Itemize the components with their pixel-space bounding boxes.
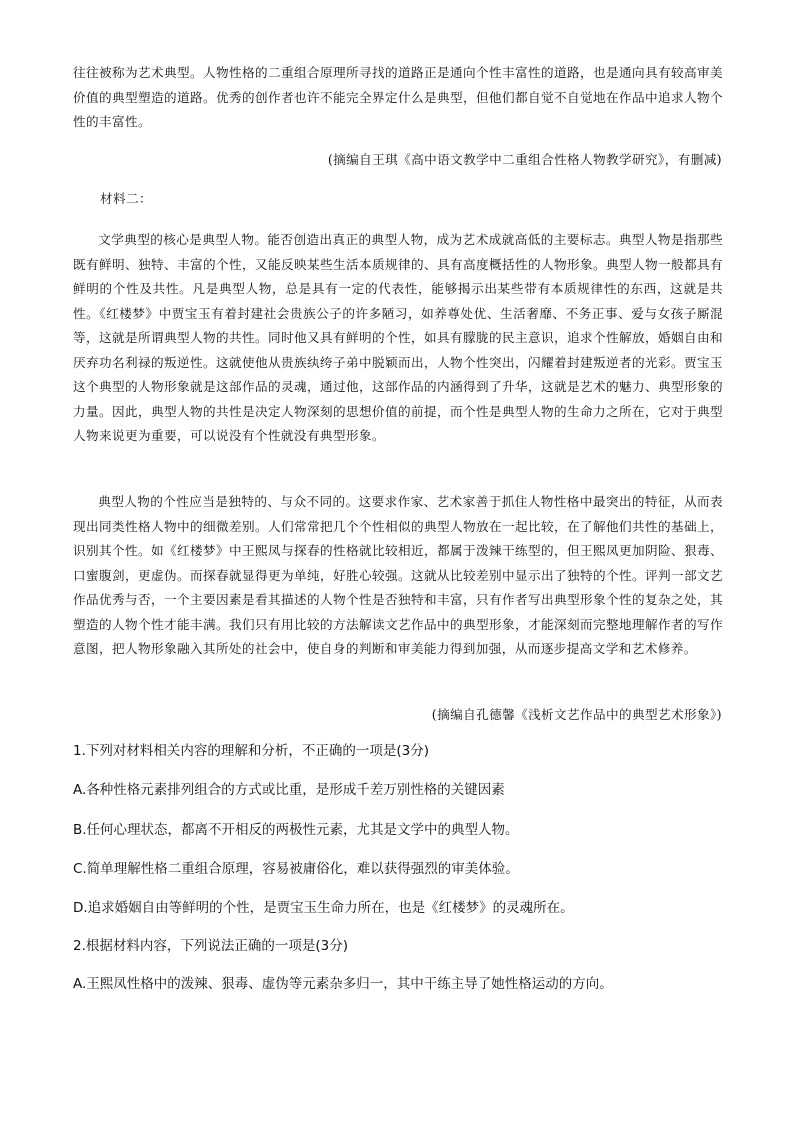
question-2-stem: 2.根据材料内容，下列说法正确的一项是(3分) (73, 938, 349, 954)
material2-paragraph-2: 典型人物的个性应当是独特的、与众不同的。这要求作家、艺术家善于抓住人物性格中最突出的特征，从而表现出同类性格人物中的细微差别。人们常常把几个个性相似的典型人物放在一起比较，在了解他们共性的基础上，识别其个性。如《红楼梦》中王熙凤与探春的性格就比较相近，都属于泼辣干练型的，但王熙凤更加阴险、狠毒、口蜜腹剑，更虚伪。而探春就显得更为单纯，好胜心较强。这就从比较差别中显示出了独特的个性。评判一部文艺作品优秀与否，一个主要因素是看其描述的人物个性是否独特和丰富，只有作者写出典型形象个性的复杂之处，其塑造的人物个性才能丰满。我们只有用比较的方法解读文艺作品中的典型形象，才能深刻而完整地理解作者的写作意图，把人物形象融入其所处的社会中，使自身的判断和审美能力得到加强，从而逐步提高文学和艺术修养。 (73, 494, 723, 656)
material1-source: (摘编自王琪《高中语文教学中二重组合性格人物教学研究》，有删减) (327, 152, 722, 167)
material2-source: (摘编自孔德馨《浅析文艺作品中的典型艺术形象》) (431, 707, 722, 722)
question-2-option-a: A.王熙凤性格中的泼辣、狠毒、虚伪等元素杂多归一，其中干练主导了她性格运动的方向。 (73, 976, 613, 992)
question-1-stem: 1.下列对材料相关内容的理解和分析，不正确的一项是(3分) (73, 743, 430, 759)
question-1-option-b: B.任何心理状态，都离不开相反的两极性元素，尤其是文学中的典型人物。 (73, 822, 519, 838)
question-1-option-a: A.各种性格元素排列组合的方式或比重，是形成千差万别性格的关键因素 (73, 782, 505, 798)
material2-label: 材料二： (100, 191, 152, 206)
material1-paragraph-end: 往往被称为艺术典型。人物性格的二重组合原理所寻找的道路正是通向个性丰富性的道路，也是通向具有较高审美价值的典型塑造的道路。优秀的创作者也许不能完全界定什么是典型，但他们都自觉不自觉地在作品中追求人物个性的丰富性。 (73, 65, 723, 129)
material2-paragraph-1: 文学典型的核心是典型人物。能否创造出真正的典型人物，成为艺术成就高低的主要标志。典型人物是指那些既有鲜明、独特、丰富的个性，又能反映某些生活本质规律的、具有高度概括性的人物形象。典型人物一般都具有鲜明的个性及共性。凡是典型人物，总是具有一定的代表性，能够揭示出某些带有本质规律性的东西，这就是共性。《红楼梦》中贾宝玉有着封建社会贵族公子的许多陋习，如养尊处优、生活奢靡、不务正事、爱与女孩子厮混等，这就是所谓典型人物的共性。同时他又具有鲜明的个性，如具有朦胧的民主意识，追求个性解放，婚姻自由和厌弃功名利禄的叛逆性。这就使他从贵族纨绔子弟中脱颖而出，人物个性突出，闪耀着封建叛逆者的光彩。贾宝玉这个典型的人物形象就是这部作品的灵魂，通过他，这部作品的内涵得到了升华，这就是艺术的魅力、典型形象的力量。因此，典型人物的共性是决定人物深刻的思想价值的前提，而个性是典型人物的生命力之所在，它对于典型人物来说更为重要，可以说没有个性就没有典型形象。 (73, 232, 723, 443)
question-1-option-c: C.简单理解性格二重组合原理，容易被庸俗化，难以获得强烈的审美体验。 (73, 861, 519, 877)
question-1-option-d: D.追求婚姻自由等鲜明的个性，是贾宝玉生命力所在，也是《红楼梦》的灵魂所在。 (73, 900, 574, 916)
